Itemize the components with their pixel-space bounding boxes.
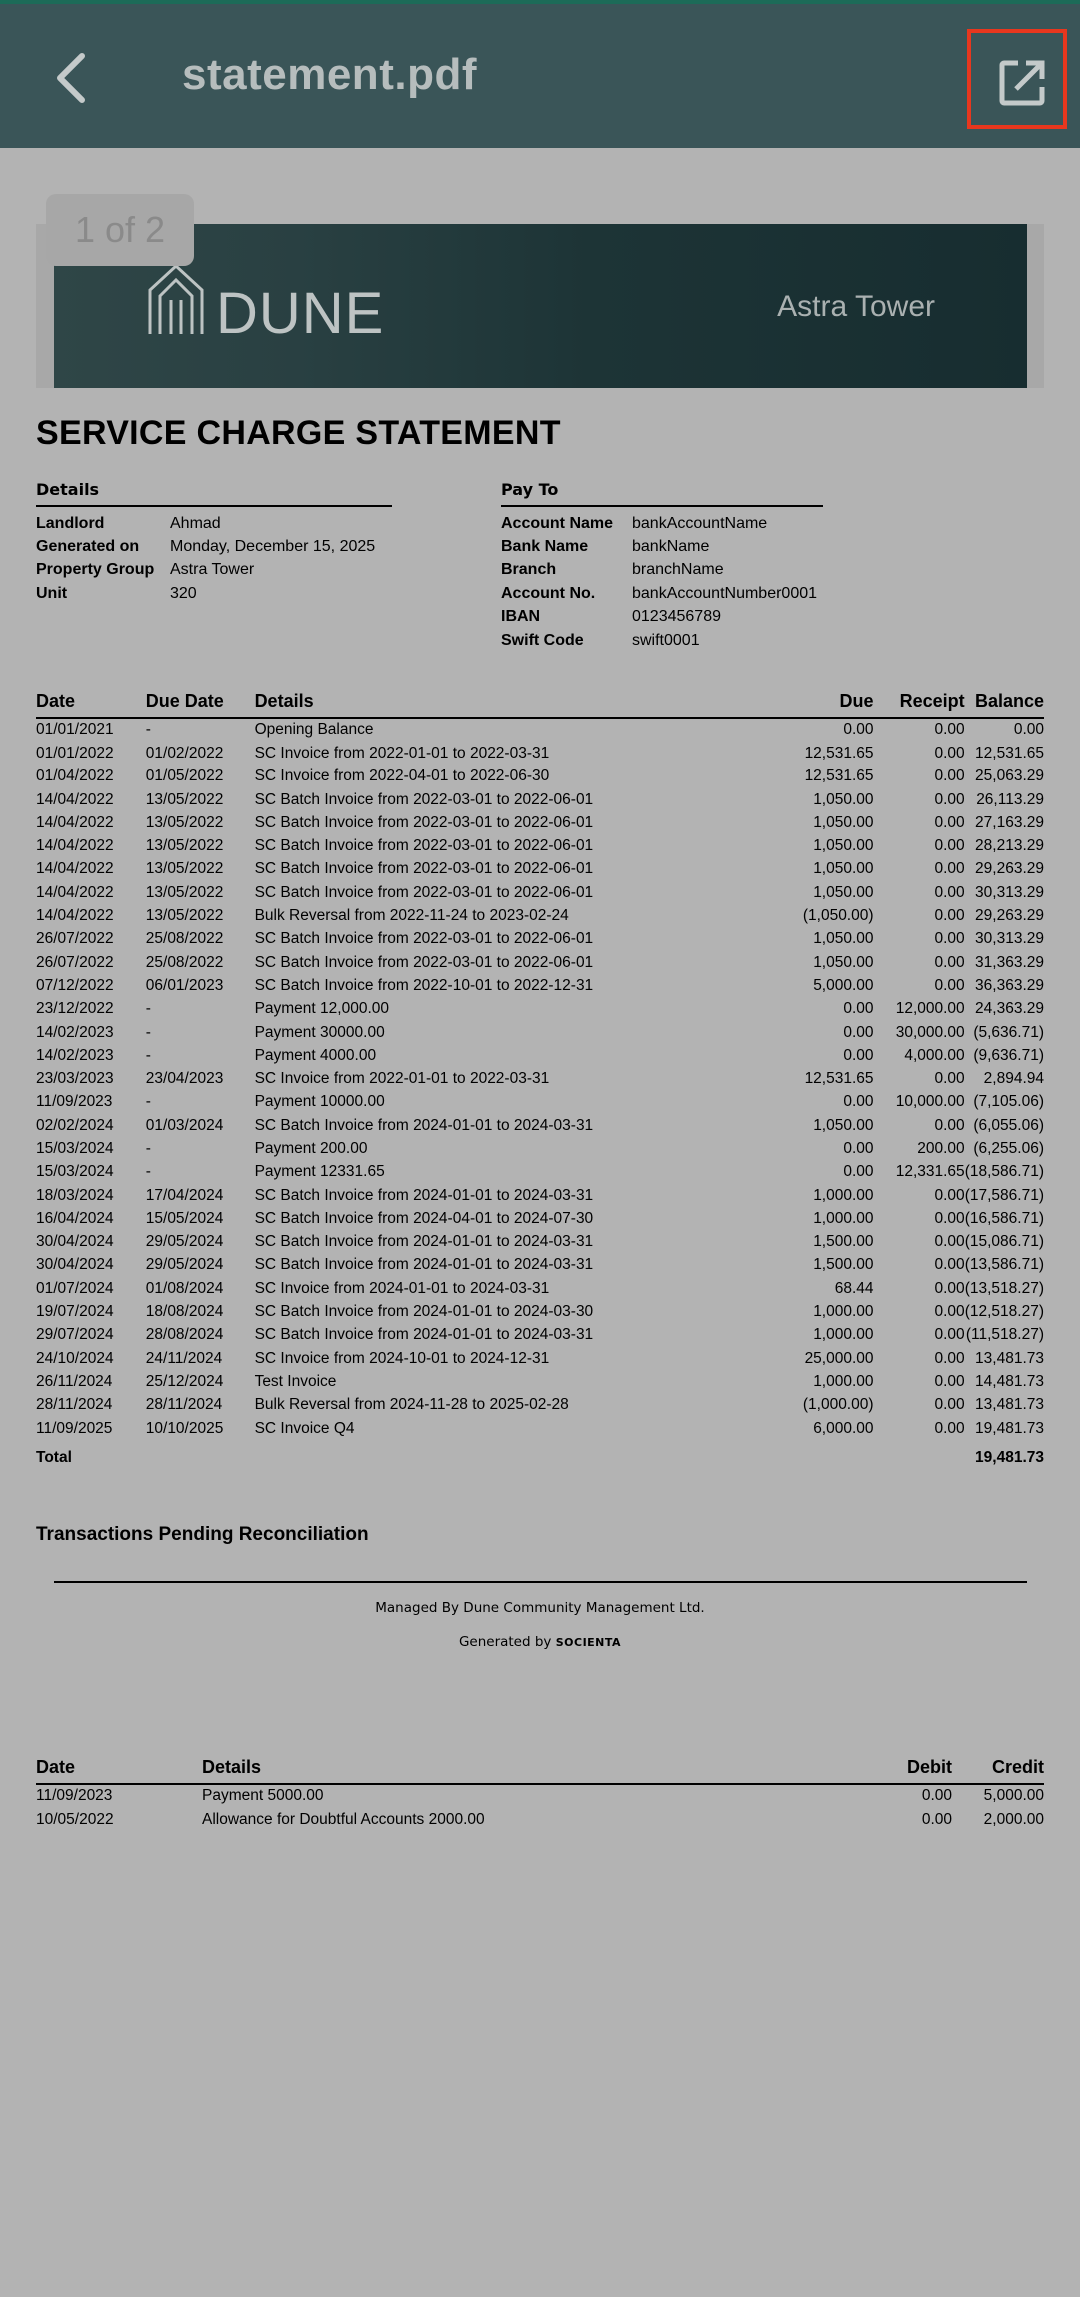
cell-due: 0.00 bbox=[843, 1023, 874, 1041]
cell-details: SC Batch Invoice from 2024-01-01 to 2024-03-31 bbox=[254, 1233, 594, 1251]
cell-due-date: 06/01/2023 bbox=[145, 976, 224, 994]
cell-details: Payment 4000.00 bbox=[254, 1046, 377, 1064]
cell-date: 26/11/2024 bbox=[36, 1372, 113, 1390]
transaction-row bbox=[36, 998, 1044, 1021]
cell-date: 18/03/2024 bbox=[36, 1186, 114, 1204]
cell-details: SC Invoice from 2022-04-01 to 2022-06-30 bbox=[254, 767, 550, 785]
cell-balance: 29,263.29 bbox=[975, 860, 1044, 878]
cell-details: SC Invoice from 2024-01-01 to 2024-03-31 bbox=[254, 1279, 550, 1297]
cell-receipt: 0.00 bbox=[934, 1233, 965, 1251]
cell-debit: 0.00 bbox=[921, 1811, 952, 1829]
cell-balance: 30,313.29 bbox=[975, 883, 1044, 901]
cell-details: Payment 30000.00 bbox=[254, 1023, 385, 1041]
cell-details: SC Invoice from 2022-01-01 to 2022-03-31 bbox=[254, 745, 550, 763]
cell-details: SC Batch Invoice from 2022-03-01 to 2022-06-01 bbox=[254, 953, 594, 971]
cell-receipt: 0.00 bbox=[934, 1070, 965, 1088]
cell-date: 23/03/2023 bbox=[36, 1070, 114, 1088]
cell-balance: (13,518.27) bbox=[964, 1279, 1044, 1297]
cell-due: 1,500.00 bbox=[813, 1233, 874, 1251]
cell-receipt: 0.00 bbox=[934, 976, 965, 994]
transaction-row bbox=[36, 1091, 1044, 1114]
cell-due-date: 13/05/2022 bbox=[145, 860, 224, 878]
cell-due: 1,050.00 bbox=[813, 790, 874, 808]
pending-header bbox=[36, 1756, 1044, 1784]
transaction-row bbox=[36, 1044, 1044, 1067]
cell-due-date: 24/11/2024 bbox=[145, 1349, 223, 1367]
cell-date: 15/03/2024 bbox=[36, 1163, 114, 1181]
cell-date: 01/07/2024 bbox=[36, 1279, 114, 1297]
cell-due-date: 13/05/2022 bbox=[145, 813, 224, 831]
cell-due: 1,050.00 bbox=[813, 837, 874, 855]
cell-balance: 13,481.73 bbox=[975, 1349, 1044, 1367]
transaction-row bbox=[36, 1300, 1044, 1323]
transaction-row bbox=[36, 834, 1044, 857]
cell-receipt: 0.00 bbox=[934, 1419, 965, 1437]
cell-details: SC Invoice from 2024-10-01 to 2024-12-31 bbox=[254, 1349, 550, 1367]
info-value: branchName bbox=[632, 561, 724, 579]
cell-receipt: 0.00 bbox=[934, 883, 965, 901]
open-external-icon bbox=[998, 59, 1046, 107]
col-due-date: Due Date bbox=[146, 690, 255, 718]
cell-date: 26/07/2022 bbox=[36, 930, 114, 948]
cell-due: 0.00 bbox=[843, 1139, 874, 1157]
cell-due-date: 25/08/2022 bbox=[145, 953, 224, 971]
file-title: statement.pdf bbox=[182, 50, 477, 99]
transaction-row bbox=[36, 1254, 1044, 1277]
cell-due: 12,531.65 bbox=[804, 767, 874, 785]
cell-due-date: 29/05/2024 bbox=[145, 1233, 224, 1251]
cell-balance: 24,363.29 bbox=[975, 1000, 1044, 1018]
col-date: Date bbox=[36, 690, 146, 718]
cell-due-date: - bbox=[145, 1139, 151, 1157]
pending-table bbox=[36, 1756, 1044, 1831]
cell-balance: (16,586.71) bbox=[964, 1209, 1044, 1227]
cell-details: Payment 12,000.00 bbox=[254, 1000, 389, 1018]
cell-receipt: 0.00 bbox=[934, 1186, 965, 1204]
transaction-row bbox=[36, 881, 1044, 904]
cell-balance: (9,636.71) bbox=[973, 1046, 1044, 1064]
cell-date: 24/10/2024 bbox=[36, 1349, 114, 1367]
cell-due: 5,000.00 bbox=[813, 976, 874, 994]
footer-divider bbox=[54, 1581, 1027, 1583]
cell-due-date: - bbox=[145, 721, 151, 739]
transactions-header bbox=[36, 690, 1044, 718]
cell-details: Test Invoice bbox=[254, 1372, 337, 1390]
cell-due: 0.00 bbox=[843, 721, 874, 739]
pending-row bbox=[36, 1807, 1044, 1830]
cell-date: 23/12/2022 bbox=[36, 1000, 114, 1018]
cell-details: Payment 200.00 bbox=[254, 1139, 368, 1157]
statement-title: SERVICE CHARGE STATEMENT bbox=[36, 414, 561, 452]
cell-balance: (18,586.71) bbox=[964, 1163, 1044, 1181]
cell-receipt: 0.00 bbox=[934, 953, 965, 971]
pending-row bbox=[36, 1784, 1044, 1807]
cell-due: 0.00 bbox=[843, 1000, 874, 1018]
cell-date: 19/07/2024 bbox=[36, 1303, 114, 1321]
cell-receipt: 0.00 bbox=[934, 1349, 965, 1367]
col-receipt: Receipt bbox=[874, 690, 965, 718]
cell-receipt: 12,000.00 bbox=[895, 1000, 965, 1018]
tower-name: Astra Tower bbox=[777, 290, 935, 323]
cell-due-date: 01/02/2022 bbox=[145, 745, 224, 763]
col-date: Date bbox=[36, 1756, 202, 1784]
info-row bbox=[501, 559, 823, 582]
info-key: Account Name bbox=[501, 514, 614, 532]
cell-due: 1,000.00 bbox=[813, 1303, 874, 1321]
cell-date: 15/03/2024 bbox=[36, 1139, 114, 1157]
cell-due-date: 01/05/2022 bbox=[145, 767, 224, 785]
transaction-row bbox=[36, 1370, 1044, 1393]
cell-due-date: 25/12/2024 bbox=[145, 1372, 224, 1390]
total-value: 19,481.73 bbox=[975, 1449, 1044, 1467]
cell-balance: 25,063.29 bbox=[975, 767, 1044, 785]
cell-due-date: - bbox=[145, 1000, 151, 1018]
cell-balance: 29,263.29 bbox=[975, 907, 1044, 925]
cell-date: 11/09/2023 bbox=[36, 1093, 113, 1111]
cell-due-date: - bbox=[145, 1046, 151, 1064]
cell-due: 1,050.00 bbox=[813, 1116, 874, 1134]
cell-receipt: 0.00 bbox=[934, 745, 965, 763]
transaction-row bbox=[36, 1277, 1044, 1300]
transaction-row bbox=[36, 718, 1044, 741]
cell-date: 14/04/2022 bbox=[36, 813, 114, 831]
cell-due: 1,000.00 bbox=[813, 1209, 874, 1227]
cell-date: 26/07/2022 bbox=[36, 953, 114, 971]
info-row bbox=[36, 582, 392, 605]
transaction-row bbox=[36, 1161, 1044, 1184]
cell-due-date: 15/05/2024 bbox=[145, 1209, 224, 1227]
cell-receipt: 0.00 bbox=[934, 860, 965, 878]
col-details: Details bbox=[255, 690, 768, 718]
cell-credit: 2,000.00 bbox=[983, 1811, 1044, 1829]
info-row bbox=[501, 582, 823, 605]
cell-due: 1,000.00 bbox=[813, 1186, 874, 1204]
cell-due: 1,050.00 bbox=[813, 813, 874, 831]
info-row bbox=[501, 606, 823, 629]
cell-due: (1,050.00) bbox=[802, 907, 874, 925]
cell-details: SC Invoice from 2022-01-01 to 2022-03-31 bbox=[254, 1070, 550, 1088]
info-key: Landlord bbox=[36, 514, 105, 532]
cell-due-date: - bbox=[145, 1023, 151, 1041]
managed-by-text: Managed By Dune Community Management Ltd. bbox=[375, 1600, 705, 1616]
cell-due-date: 13/05/2022 bbox=[145, 790, 224, 808]
cell-date: 14/02/2023 bbox=[36, 1023, 114, 1041]
transaction-row bbox=[36, 904, 1044, 927]
cell-details: SC Batch Invoice from 2024-01-01 to 2024-03-31 bbox=[254, 1326, 594, 1344]
cell-due-date: 01/03/2024 bbox=[145, 1116, 224, 1134]
cell-details: Bulk Reversal from 2024-11-28 to 2025-02-28 bbox=[254, 1396, 569, 1414]
cell-date: 14/04/2022 bbox=[36, 883, 114, 901]
transaction-row bbox=[36, 788, 1044, 811]
cell-due-date: 18/08/2024 bbox=[145, 1303, 224, 1321]
dune-logo-icon bbox=[146, 260, 216, 334]
cell-receipt: 30,000.00 bbox=[895, 1023, 965, 1041]
transaction-row bbox=[36, 811, 1044, 834]
total-label: Total bbox=[36, 1449, 72, 1467]
col-credit: Credit bbox=[952, 1756, 1044, 1784]
cell-due: 68.44 bbox=[834, 1279, 874, 1297]
cell-due: 1,000.00 bbox=[813, 1326, 874, 1344]
transactions-table bbox=[36, 690, 1044, 1470]
cell-date: 14/04/2022 bbox=[36, 837, 114, 855]
cell-receipt: 0.00 bbox=[934, 1326, 965, 1344]
cell-details: SC Invoice Q4 bbox=[254, 1419, 355, 1437]
info-row bbox=[36, 512, 392, 535]
info-value: bankAccountName bbox=[632, 514, 768, 532]
property-banner bbox=[54, 224, 1027, 388]
cell-due: 12,531.65 bbox=[804, 745, 874, 763]
cell-date: 14/02/2023 bbox=[36, 1046, 114, 1064]
info-key: IBAN bbox=[501, 608, 541, 626]
cell-details: Opening Balance bbox=[254, 721, 374, 739]
cell-due: 1,050.00 bbox=[813, 930, 874, 948]
cell-date: 16/04/2024 bbox=[36, 1209, 114, 1227]
cell-date: 29/07/2024 bbox=[36, 1326, 114, 1344]
cell-receipt: 0.00 bbox=[934, 837, 965, 855]
transaction-row bbox=[36, 974, 1044, 997]
open-external-button[interactable] bbox=[967, 29, 1067, 129]
cell-due: (1,000.00) bbox=[802, 1396, 874, 1414]
logo-text: DUNE bbox=[216, 281, 385, 346]
cell-details: SC Batch Invoice from 2022-03-01 to 2022-06-01 bbox=[254, 813, 594, 831]
cell-due-date: 17/04/2024 bbox=[145, 1186, 224, 1204]
cell-details: SC Batch Invoice from 2022-03-01 to 2022-06-01 bbox=[254, 860, 594, 878]
cell-balance: 31,363.29 bbox=[975, 953, 1044, 971]
cell-balance: (7,105.06) bbox=[973, 1093, 1044, 1111]
cell-date: 28/11/2024 bbox=[36, 1396, 113, 1414]
cell-receipt: 0.00 bbox=[934, 1303, 965, 1321]
cell-date: 30/04/2024 bbox=[36, 1256, 114, 1274]
total-row bbox=[36, 1440, 1044, 1470]
transaction-row bbox=[36, 858, 1044, 881]
transaction-row bbox=[36, 1207, 1044, 1230]
cell-receipt: 0.00 bbox=[934, 1116, 965, 1134]
cell-details: SC Batch Invoice from 2024-01-01 to 2024-03-31 bbox=[254, 1116, 594, 1134]
info-key: Bank Name bbox=[501, 538, 589, 556]
info-value: 320 bbox=[170, 584, 197, 602]
cell-details: Bulk Reversal from 2022-11-24 to 2023-02-24 bbox=[254, 907, 569, 925]
cell-receipt: 0.00 bbox=[934, 1209, 965, 1227]
cell-details: SC Batch Invoice from 2024-01-01 to 2024-03-31 bbox=[254, 1186, 594, 1204]
cell-debit: 0.00 bbox=[921, 1787, 952, 1805]
cell-due-date: 13/05/2022 bbox=[145, 907, 224, 925]
cell-due: 1,500.00 bbox=[813, 1256, 874, 1274]
transaction-row bbox=[36, 741, 1044, 764]
transaction-row bbox=[36, 1324, 1044, 1347]
cell-date: 01/01/2021 bbox=[36, 721, 114, 739]
cell-receipt: 0.00 bbox=[934, 1279, 965, 1297]
cell-balance: 19,481.73 bbox=[975, 1419, 1044, 1437]
cell-balance: (15,086.71) bbox=[964, 1233, 1044, 1251]
cell-due-date: 28/11/2024 bbox=[145, 1396, 223, 1414]
cell-receipt: 0.00 bbox=[934, 1396, 965, 1414]
details-heading: Details bbox=[36, 480, 392, 507]
cell-date: 11/09/2023 bbox=[36, 1787, 113, 1805]
cell-details: SC Batch Invoice from 2024-01-01 to 2024-03-30 bbox=[254, 1303, 594, 1321]
cell-details: Payment 12331.65 bbox=[254, 1163, 385, 1181]
info-key: Generated on bbox=[36, 538, 140, 556]
info-key: Unit bbox=[36, 584, 68, 602]
pay-to-block bbox=[501, 480, 823, 652]
cell-balance: 12,531.65 bbox=[975, 745, 1044, 763]
cell-details: SC Batch Invoice from 2024-01-01 to 2024-03-31 bbox=[254, 1256, 594, 1274]
cell-due-date: - bbox=[145, 1093, 151, 1111]
cell-balance: 13,481.73 bbox=[975, 1396, 1044, 1414]
cell-receipt: 0.00 bbox=[934, 930, 965, 948]
socienta-brand: SOCIENTA bbox=[555, 1636, 622, 1649]
cell-details: SC Batch Invoice from 2022-03-01 to 2022-06-01 bbox=[254, 837, 594, 855]
col-balance: Balance bbox=[965, 690, 1044, 718]
transaction-row bbox=[36, 1347, 1044, 1370]
info-row bbox=[36, 535, 392, 558]
cell-date: 10/05/2022 bbox=[36, 1811, 114, 1829]
cell-due: 25,000.00 bbox=[804, 1349, 874, 1367]
generated-by-text bbox=[0, 1634, 1080, 1650]
cell-due: 0.00 bbox=[843, 1093, 874, 1111]
cell-receipt: 200.00 bbox=[917, 1139, 965, 1157]
page-indicator: 1 of 2 bbox=[46, 194, 194, 266]
cell-due-date: 28/08/2024 bbox=[145, 1326, 224, 1344]
cell-balance: 14,481.73 bbox=[975, 1372, 1044, 1390]
cell-due-date: 25/08/2022 bbox=[145, 930, 224, 948]
transaction-row bbox=[36, 765, 1044, 788]
cell-balance: (6,055.06) bbox=[973, 1116, 1044, 1134]
back-button[interactable] bbox=[48, 48, 104, 108]
cell-details: Payment 10000.00 bbox=[254, 1093, 385, 1111]
cell-balance: 30,313.29 bbox=[975, 930, 1044, 948]
cell-balance: 2,894.94 bbox=[983, 1070, 1044, 1088]
cell-balance: 36,363.29 bbox=[975, 976, 1044, 994]
cell-details: Allowance for Doubtful Accounts 2000.00 bbox=[202, 1811, 485, 1829]
transaction-row bbox=[36, 951, 1044, 974]
cell-balance: (17,586.71) bbox=[964, 1186, 1044, 1204]
cell-due: 6,000.00 bbox=[813, 1419, 874, 1437]
cell-due: 1,050.00 bbox=[813, 883, 874, 901]
cell-receipt: 0.00 bbox=[934, 813, 965, 831]
cell-receipt: 0.00 bbox=[934, 790, 965, 808]
cell-due: 1,050.00 bbox=[813, 860, 874, 878]
cell-receipt: 0.00 bbox=[934, 721, 965, 739]
cell-due-date: 23/04/2023 bbox=[145, 1070, 224, 1088]
cell-details: SC Batch Invoice from 2022-03-01 to 2022-06-01 bbox=[254, 930, 594, 948]
cell-receipt: 0.00 bbox=[934, 907, 965, 925]
chevron-left-icon bbox=[48, 48, 104, 108]
transaction-row bbox=[36, 928, 1044, 951]
info-value: swift0001 bbox=[632, 631, 700, 649]
cell-date: 02/02/2024 bbox=[36, 1116, 114, 1134]
cell-receipt: 0.00 bbox=[934, 1372, 965, 1390]
cell-due-date: 13/05/2022 bbox=[145, 883, 224, 901]
cell-date: 30/04/2024 bbox=[36, 1233, 114, 1251]
cell-balance: 27,163.29 bbox=[975, 813, 1044, 831]
cell-date: 14/04/2022 bbox=[36, 860, 114, 878]
cell-receipt: 12,331.65 bbox=[895, 1163, 965, 1181]
cell-due-date: 01/08/2024 bbox=[145, 1279, 224, 1297]
cell-balance: (6,255.06) bbox=[973, 1139, 1044, 1157]
cell-due: 0.00 bbox=[843, 1046, 874, 1064]
info-value: Ahmad bbox=[170, 514, 221, 532]
info-row bbox=[501, 535, 823, 558]
pay-to-heading: Pay To bbox=[501, 480, 823, 507]
info-row bbox=[36, 559, 392, 582]
transaction-row bbox=[36, 1184, 1044, 1207]
cell-details: Payment 5000.00 bbox=[202, 1787, 324, 1805]
transaction-row bbox=[36, 1394, 1044, 1417]
transaction-row bbox=[36, 1021, 1044, 1044]
info-key: Branch bbox=[501, 561, 557, 579]
cell-details: SC Batch Invoice from 2022-03-01 to 2022-06-01 bbox=[254, 790, 594, 808]
generated-by-label: Generated by bbox=[458, 1634, 552, 1650]
cell-receipt: 0.00 bbox=[934, 1256, 965, 1274]
transaction-row bbox=[36, 1231, 1044, 1254]
cell-due-date: 29/05/2024 bbox=[145, 1256, 224, 1274]
cell-details: SC Batch Invoice from 2024-04-01 to 2024-07-30 bbox=[254, 1209, 594, 1227]
cell-balance: (13,586.71) bbox=[964, 1256, 1044, 1274]
details-block bbox=[36, 480, 392, 606]
cell-due: 0.00 bbox=[843, 1163, 874, 1181]
transaction-row bbox=[36, 1417, 1044, 1440]
cell-credit: 5,000.00 bbox=[983, 1787, 1044, 1805]
info-value: Monday, December 15, 2025 bbox=[170, 538, 376, 556]
app-bar bbox=[0, 0, 1080, 148]
cell-balance: (12,518.27) bbox=[964, 1303, 1044, 1321]
info-value: bankName bbox=[632, 538, 710, 556]
cell-due: 12,531.65 bbox=[804, 1070, 874, 1088]
cell-balance: (11,518.27) bbox=[965, 1326, 1044, 1344]
info-key: Property Group bbox=[36, 561, 155, 579]
transaction-row bbox=[36, 1067, 1044, 1090]
cell-due-date: - bbox=[145, 1163, 151, 1181]
col-due: Due bbox=[768, 690, 874, 718]
cell-due-date: 10/10/2025 bbox=[145, 1419, 224, 1437]
cell-date: 07/12/2022 bbox=[36, 976, 114, 994]
info-value: bankAccountNumber0001 bbox=[632, 584, 818, 602]
info-key: Account No. bbox=[501, 584, 596, 602]
info-value: Astra Tower bbox=[170, 561, 255, 579]
cell-balance: (5,636.71) bbox=[973, 1023, 1044, 1041]
cell-balance: 0.00 bbox=[1013, 721, 1044, 739]
cell-date: 01/01/2022 bbox=[36, 745, 114, 763]
cell-due: 1,000.00 bbox=[813, 1372, 874, 1390]
cell-receipt: 10,000.00 bbox=[895, 1093, 965, 1111]
col-details: Details bbox=[202, 1756, 856, 1784]
info-row bbox=[501, 629, 823, 652]
info-key: Swift Code bbox=[501, 631, 584, 649]
info-row bbox=[501, 512, 823, 535]
cell-receipt: 4,000.00 bbox=[904, 1046, 965, 1064]
cell-date: 14/04/2022 bbox=[36, 790, 114, 808]
transaction-row bbox=[36, 1114, 1044, 1137]
cell-date: 01/04/2022 bbox=[36, 767, 114, 785]
pending-title: Transactions Pending Reconciliation bbox=[36, 1524, 369, 1545]
cell-due: 1,050.00 bbox=[813, 953, 874, 971]
cell-date: 11/09/2025 bbox=[36, 1419, 113, 1437]
col-debit: Debit bbox=[856, 1756, 952, 1784]
cell-due-date: 13/05/2022 bbox=[145, 837, 224, 855]
cell-balance: 26,113.29 bbox=[976, 790, 1044, 808]
transaction-row bbox=[36, 1137, 1044, 1160]
cell-balance: 28,213.29 bbox=[975, 837, 1044, 855]
info-value: 0123456789 bbox=[632, 608, 721, 626]
cell-details: SC Batch Invoice from 2022-10-01 to 2022-12-31 bbox=[254, 976, 594, 994]
cell-details: SC Batch Invoice from 2022-03-01 to 2022-06-01 bbox=[254, 883, 594, 901]
cell-receipt: 0.00 bbox=[934, 767, 965, 785]
cell-date: 14/04/2022 bbox=[36, 907, 114, 925]
